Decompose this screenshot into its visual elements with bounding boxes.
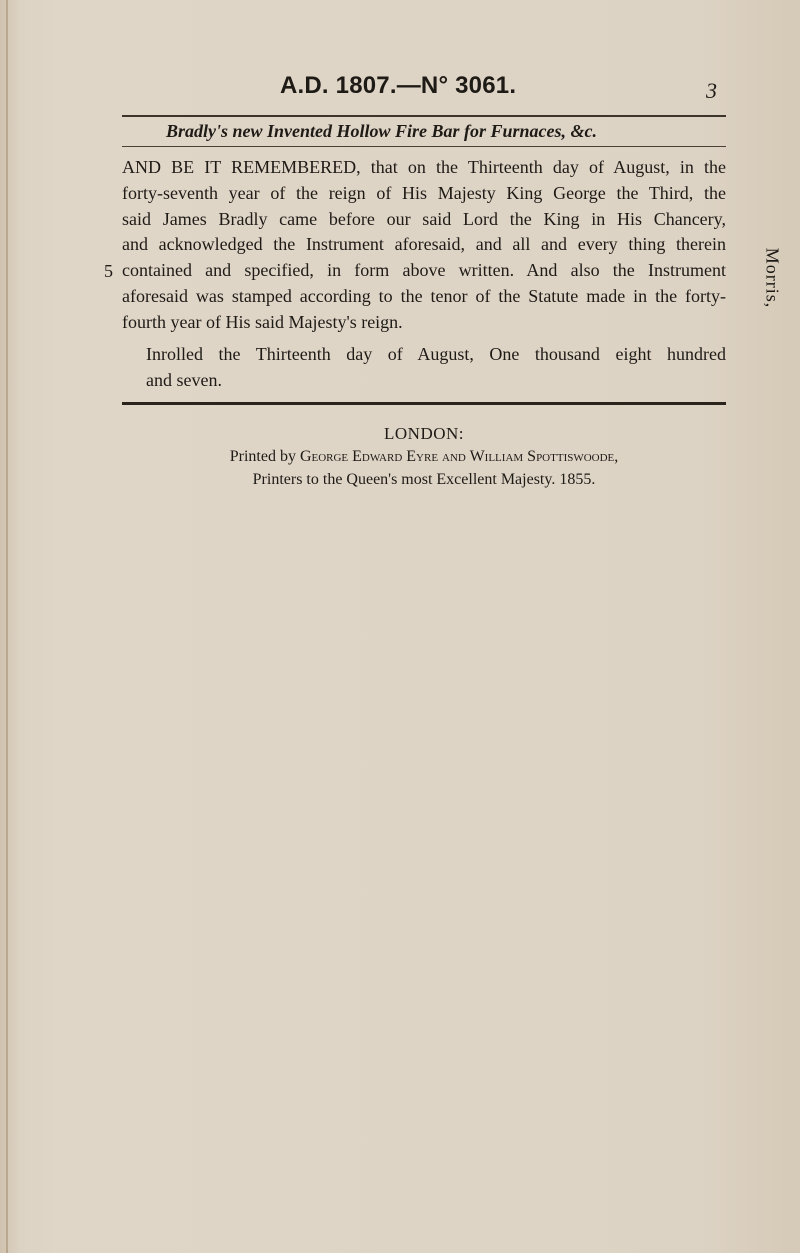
printer-names: George Edward Eyre and William Spottiswoode,	[299, 448, 619, 465]
binding-edge	[6, 0, 8, 1253]
enrolment-paragraph	[122, 155, 726, 336]
imprint-city: LONDON:	[384, 424, 464, 443]
line-number: 5	[104, 261, 113, 281]
paragraph-line: and acknowledged the Instrument aforesaid, and all and every thing therein	[122, 234, 726, 255]
paragraph-line: fourth year of His said Majesty's reign.	[122, 311, 403, 332]
margin-note: Morris,	[762, 247, 783, 309]
imprint-appointment: Printers to the Queen's most Excellent Majesty. 1855.	[252, 471, 596, 488]
paragraph-line: forty-seventh year of the reign of His Majesty King George the Third, the	[122, 182, 726, 203]
paragraph-line: and seven.	[146, 369, 222, 390]
patent-running-title: Bradly's new Invented Hollow Fire Bar for Furnaces, &c.	[166, 121, 598, 141]
imprint-printers	[122, 448, 726, 466]
paragraph-line: AND BE IT REMEMBERED, that on the Thirteenth day of August, in the	[122, 157, 726, 177]
page-number: 3	[706, 78, 717, 103]
end-rule	[122, 402, 726, 405]
paragraph-line: aforesaid was stamped according to the tenor of the Statute made in the forty-	[122, 285, 726, 306]
patent-number-heading: A.D. 1807.—N° 3061.	[280, 72, 517, 99]
paragraph-line: contained and specified, in form above written. And also the Instrument	[122, 260, 726, 281]
paragraph-line: Inrolled the Thirteenth day of August, One thousand eight hundred	[146, 344, 726, 364]
header-rule	[122, 115, 726, 117]
paragraph-line: said James Bradly came before our said Lord the King in His Chancery,	[122, 208, 726, 229]
running-title-rule	[122, 146, 726, 147]
inrolment-paragraph	[146, 342, 726, 394]
printed-by-prefix: Printed by	[229, 448, 296, 465]
